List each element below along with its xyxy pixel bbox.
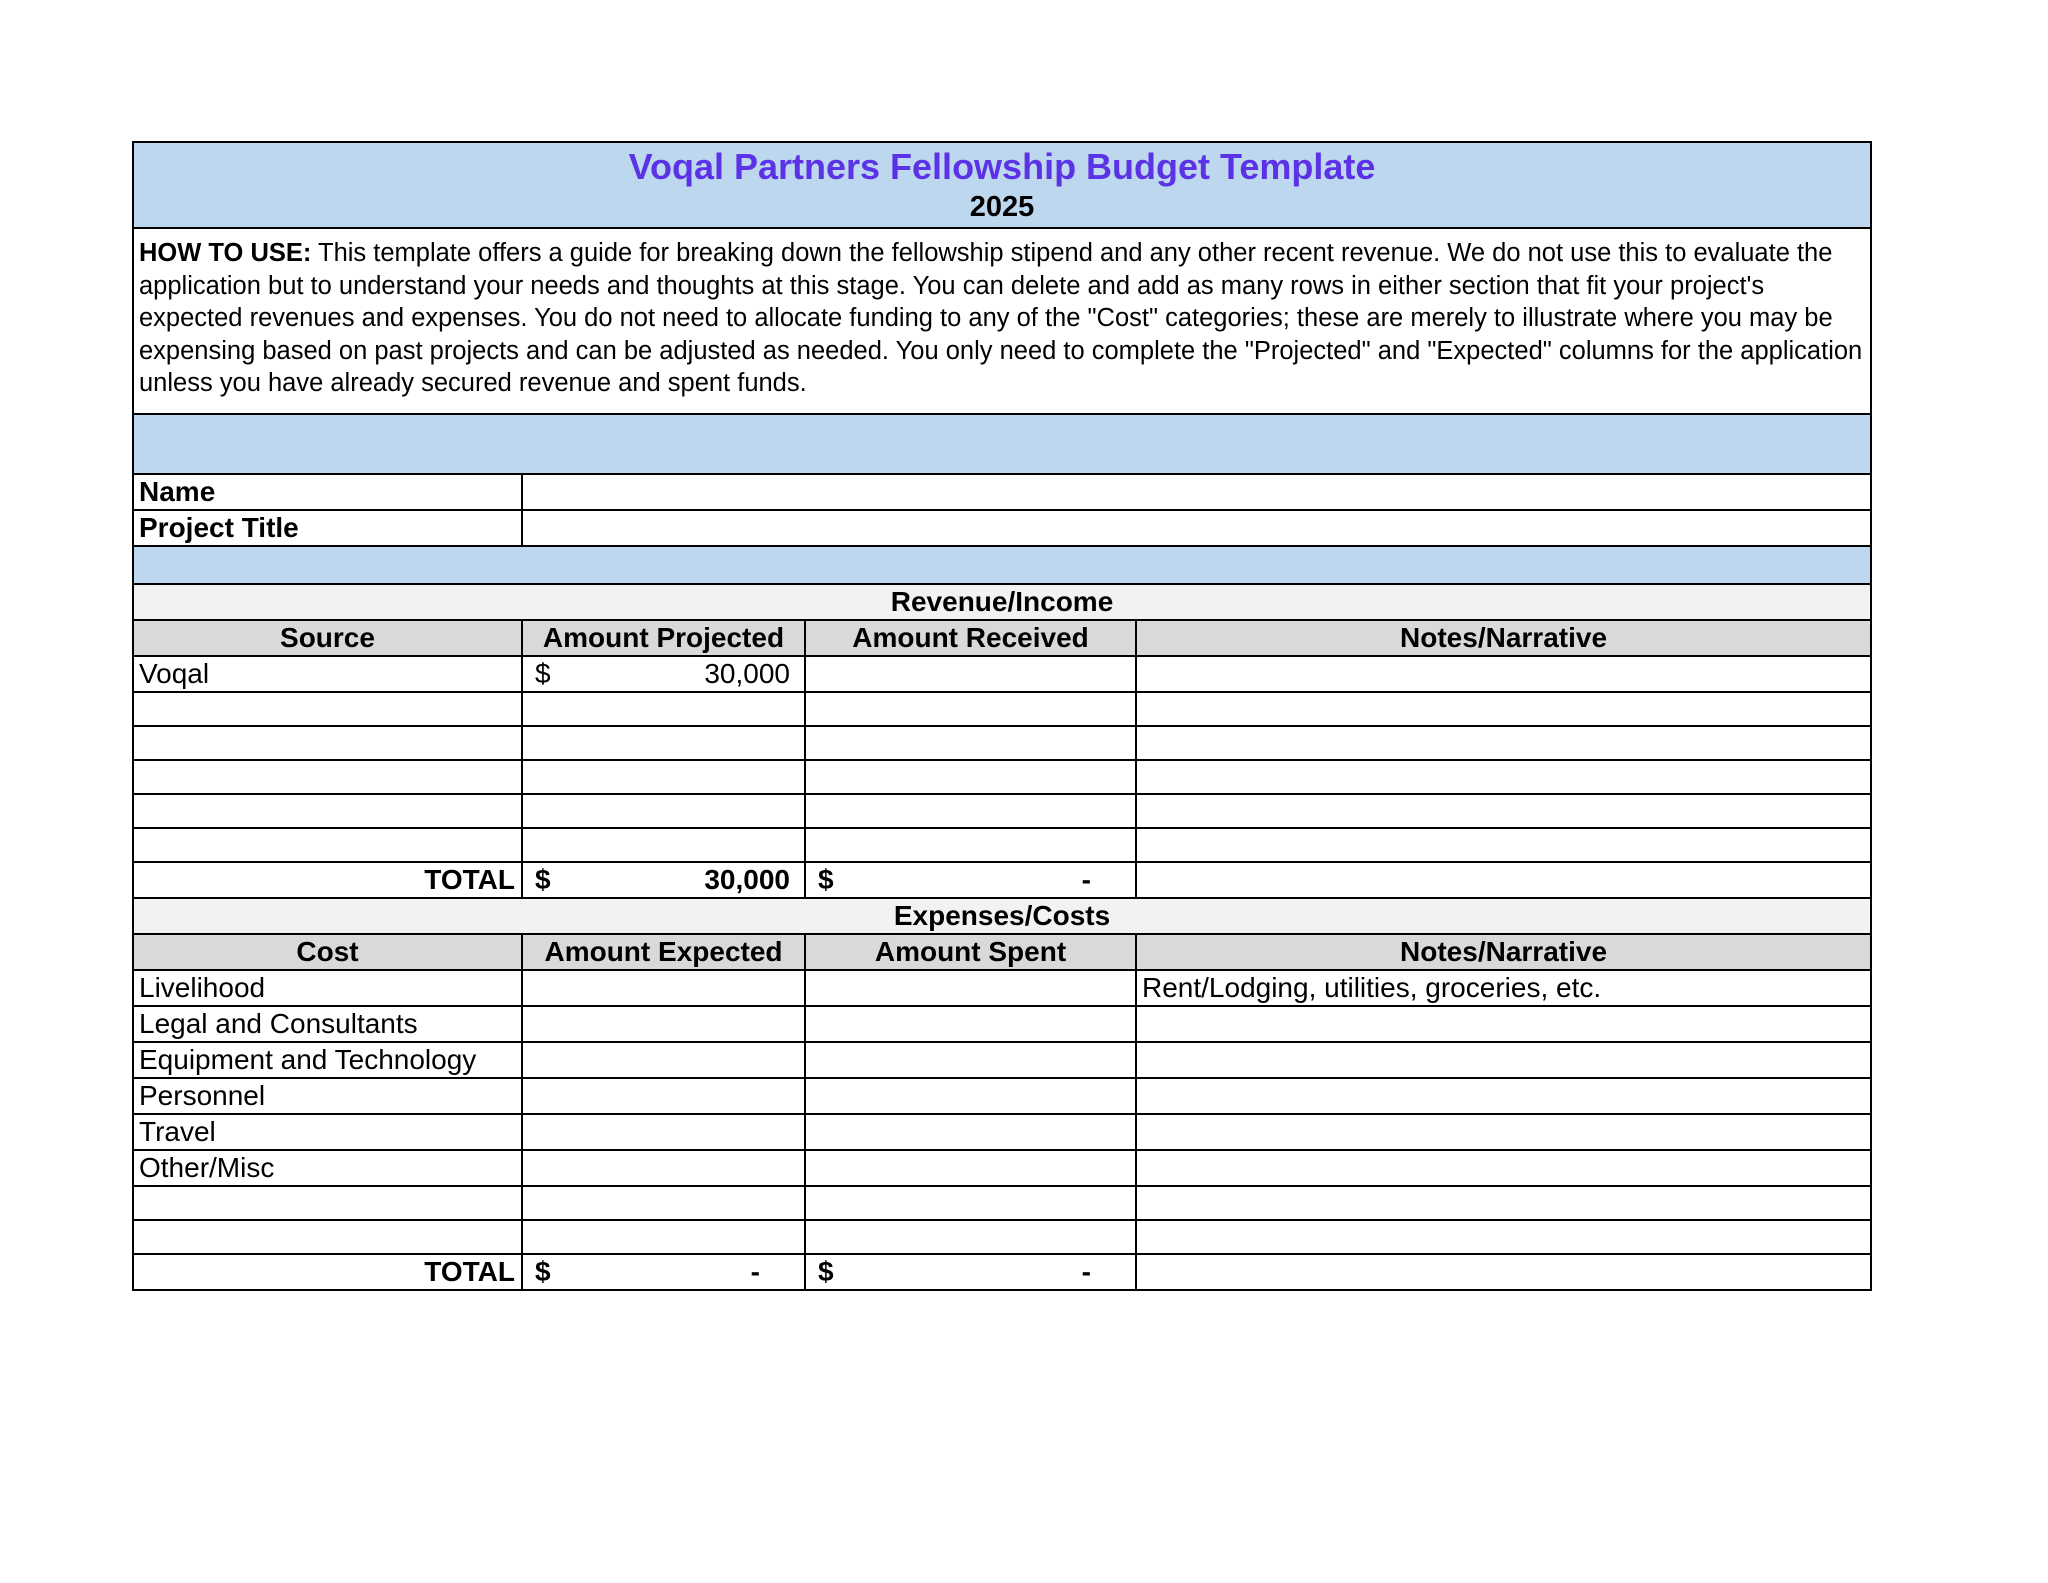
expense-expected-cell[interactable] xyxy=(522,1150,805,1186)
revenue-notes-cell[interactable] xyxy=(1136,794,1871,828)
how-to-use-row xyxy=(133,228,1871,414)
expense-row xyxy=(133,1186,1871,1220)
expense-row xyxy=(133,1220,1871,1254)
blue-spacer-row-small xyxy=(133,546,1871,584)
revenue-received-cell[interactable] xyxy=(805,692,1136,726)
expense-cost-cell[interactable]: Equipment and Technology xyxy=(133,1042,522,1078)
how-to-use-text: This template offers a guide for breaking down the fellowship stipend and any other recent revenue. We do not use this to evaluate the application but to understand your needs and thoughts at this stage. You can delete and add as many rows in either section that fit your project's expected revenues and expenses. You do not need to allocate funding to any of the "Cost" categories; these are merely to illustrate where you may be expensing based on past projects and can be adjusted as needed. You only need to complete the "Projected" and "Expected" columns for the application unless you have already secured revenue and spent funds. xyxy=(139,239,1863,397)
expenses-total-row xyxy=(133,1254,1871,1290)
expense-expected-cell[interactable] xyxy=(522,1220,805,1254)
document-year: 2025 xyxy=(969,191,1035,223)
revenue-notes-cell[interactable] xyxy=(1136,726,1871,760)
expense-cost-cell[interactable]: Personnel xyxy=(133,1078,522,1114)
expense-expected-cell[interactable] xyxy=(522,1114,805,1150)
revenue-received-cell[interactable] xyxy=(805,760,1136,794)
expense-expected-cell[interactable] xyxy=(522,1186,805,1220)
expenses-total-label: TOTAL xyxy=(133,1254,522,1290)
title-row xyxy=(133,142,1871,228)
revenue-total-received-value: - xyxy=(1081,864,1091,895)
expenses-col-amount-expected: Amount Expected xyxy=(522,934,805,970)
expense-spent-cell[interactable] xyxy=(805,1078,1136,1114)
revenue-source-cell[interactable] xyxy=(133,760,522,794)
expense-cost-cell[interactable] xyxy=(133,1220,522,1254)
revenue-source-cell[interactable] xyxy=(133,794,522,828)
currency-symbol: $ xyxy=(818,1256,834,1287)
expense-cost-cell[interactable]: Travel xyxy=(133,1114,522,1150)
expenses-section-title: Expenses/Costs xyxy=(133,898,1871,934)
revenue-projected-cell[interactable] xyxy=(522,692,805,726)
expense-row xyxy=(133,1114,1871,1150)
revenue-total-notes-cell xyxy=(1136,862,1871,898)
revenue-col-amount-projected: Amount Projected xyxy=(522,620,805,656)
revenue-row xyxy=(133,726,1871,760)
expenses-col-notes: Notes/Narrative xyxy=(1136,934,1871,970)
expense-spent-cell[interactable] xyxy=(805,1150,1136,1186)
revenue-row xyxy=(133,794,1871,828)
revenue-projected-cell[interactable] xyxy=(522,760,805,794)
expense-row xyxy=(133,1042,1871,1078)
expense-notes-cell[interactable] xyxy=(1136,1114,1871,1150)
expense-notes-cell[interactable] xyxy=(1136,1150,1871,1186)
project-title-input-cell[interactable] xyxy=(522,510,1871,546)
revenue-received-cell[interactable] xyxy=(805,794,1136,828)
expense-expected-cell[interactable] xyxy=(522,1078,805,1114)
revenue-projected-cell[interactable] xyxy=(522,726,805,760)
revenue-col-amount-received: Amount Received xyxy=(805,620,1136,656)
name-label: Name xyxy=(133,474,522,510)
expense-row xyxy=(133,1078,1871,1114)
revenue-column-headers xyxy=(133,620,1871,656)
expense-expected-cell[interactable] xyxy=(522,970,805,1006)
revenue-total-projected-cell xyxy=(522,862,805,898)
expenses-col-cost: Cost xyxy=(133,934,522,970)
blue-spacer-cell xyxy=(133,414,1871,474)
expense-notes-cell[interactable] xyxy=(1136,1006,1871,1042)
expense-cost-cell[interactable]: Livelihood xyxy=(133,970,522,1006)
expense-row xyxy=(133,1006,1871,1042)
revenue-projected-cell[interactable] xyxy=(522,656,805,692)
expenses-total-notes-cell xyxy=(1136,1254,1871,1290)
revenue-total-label: TOTAL xyxy=(133,862,522,898)
revenue-row xyxy=(133,692,1871,726)
revenue-received-cell[interactable] xyxy=(805,656,1136,692)
expense-spent-cell[interactable] xyxy=(805,1220,1136,1254)
name-input-cell[interactable] xyxy=(522,474,1871,510)
expense-row xyxy=(133,970,1871,1006)
revenue-section-header xyxy=(133,584,1871,620)
revenue-row xyxy=(133,828,1871,862)
expense-expected-cell[interactable] xyxy=(522,1006,805,1042)
expenses-total-spent-value: - xyxy=(1081,1256,1091,1287)
expense-expected-cell[interactable] xyxy=(522,1042,805,1078)
revenue-projected-cell[interactable] xyxy=(522,794,805,828)
revenue-row xyxy=(133,656,1871,692)
expense-spent-cell[interactable] xyxy=(805,1042,1136,1078)
expense-notes-cell[interactable] xyxy=(1136,1220,1871,1254)
revenue-source-cell[interactable] xyxy=(133,726,522,760)
how-to-use-cell xyxy=(133,228,1871,414)
revenue-notes-cell[interactable] xyxy=(1136,760,1871,794)
expense-spent-cell[interactable] xyxy=(805,1114,1136,1150)
title-cell xyxy=(133,142,1871,228)
revenue-section-title: Revenue/Income xyxy=(133,584,1871,620)
expense-notes-cell[interactable] xyxy=(1136,1186,1871,1220)
how-to-use-label: HOW TO USE: xyxy=(139,239,312,267)
currency-symbol: $ xyxy=(535,864,551,895)
name-row xyxy=(133,474,1871,510)
expense-notes-cell[interactable]: Rent/Lodging, utilities, groceries, etc. xyxy=(1136,970,1871,1006)
revenue-notes-cell[interactable] xyxy=(1136,828,1871,862)
expense-cost-cell[interactable]: Legal and Consultants xyxy=(133,1006,522,1042)
expense-spent-cell[interactable] xyxy=(805,1006,1136,1042)
currency-symbol: $ xyxy=(535,658,551,689)
expense-cost-cell[interactable]: Other/Misc xyxy=(133,1150,522,1186)
expenses-section-header xyxy=(133,898,1871,934)
expenses-col-amount-spent: Amount Spent xyxy=(805,934,1136,970)
expense-notes-cell[interactable] xyxy=(1136,1042,1871,1078)
revenue-source-cell[interactable] xyxy=(133,692,522,726)
revenue-col-source: Source xyxy=(133,620,522,656)
revenue-projected-value: 30,000 xyxy=(704,658,790,689)
revenue-source-cell[interactable]: Voqal xyxy=(133,656,522,692)
expense-cost-cell[interactable] xyxy=(133,1186,522,1220)
blue-spacer-row xyxy=(133,414,1871,474)
revenue-total-received-cell xyxy=(805,862,1136,898)
revenue-source-cell[interactable] xyxy=(133,828,522,862)
expenses-total-spent-cell xyxy=(805,1254,1136,1290)
expenses-total-expected-cell xyxy=(522,1254,805,1290)
expense-notes-cell[interactable] xyxy=(1136,1078,1871,1114)
revenue-notes-cell[interactable] xyxy=(1136,692,1871,726)
document-title: Voqal Partners Fellowship Budget Template xyxy=(628,146,1376,187)
revenue-total-projected-value: 30,000 xyxy=(704,864,790,895)
expense-spent-cell[interactable] xyxy=(805,1186,1136,1220)
revenue-total-row xyxy=(133,862,1871,898)
expenses-total-expected-value: - xyxy=(750,1256,760,1287)
currency-symbol: $ xyxy=(535,1256,551,1287)
expense-spent-cell[interactable] xyxy=(805,970,1136,1006)
revenue-col-notes: Notes/Narrative xyxy=(1136,620,1871,656)
blue-spacer-cell-small xyxy=(133,546,1871,584)
revenue-notes-cell[interactable] xyxy=(1136,656,1871,692)
budget-sheet xyxy=(132,141,1872,1291)
revenue-projected-cell[interactable] xyxy=(522,828,805,862)
revenue-row xyxy=(133,760,1871,794)
project-title-label: Project Title xyxy=(133,510,522,546)
currency-symbol: $ xyxy=(818,864,834,895)
expenses-column-headers xyxy=(133,934,1871,970)
project-title-row xyxy=(133,510,1871,546)
revenue-received-cell[interactable] xyxy=(805,726,1136,760)
revenue-received-cell[interactable] xyxy=(805,828,1136,862)
expense-row xyxy=(133,1150,1871,1186)
